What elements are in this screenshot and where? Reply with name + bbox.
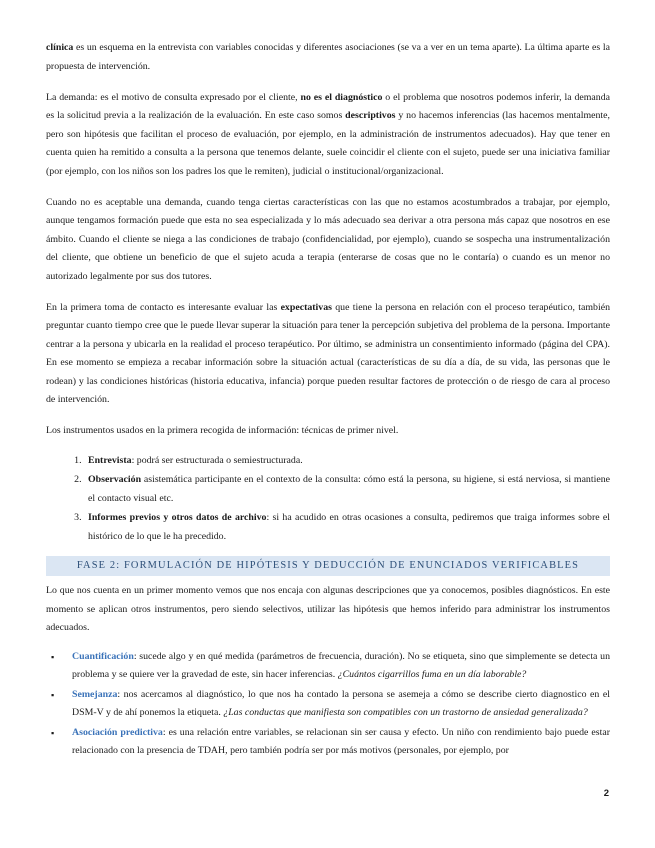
list-item — [84, 509, 610, 546]
toma-text-1: En la primera toma de contacto es interesante evaluar las — [46, 301, 281, 313]
list-item — [51, 686, 610, 723]
bullet-term: Cuantificación — [72, 650, 134, 662]
list-item-bold: Observación — [88, 474, 142, 485]
aceptable-paragraph: Cuando no es aceptable una demanda, cuando tenga ciertas características con las que no estamos acostumbrados a trabajar, por ejemplo, aunque tengamos formación puede que esta no sea especializada y lo más adecuado sea derivar a otra persona más capaz que nosotros en ese ámbito. Cuando el cliente se niega a las condiciones de trabajo (confidencialidad, por ejemplo), cuando se sospecha una instrumentalización del cliente, que obtiene un beneficio de que el sujeto acuda a terapia (enterarse de cosas que no le contaría) o cuando es un menor no autorizado legalmente por sus dos tutores. — [46, 196, 610, 282]
demanda-bold-2: descriptivos — [345, 110, 396, 121]
bullet-example: ¿Las conductas que manifiesta son compatibles con un trastorno de ansiedad generalizada? — [223, 707, 588, 718]
demanda-text-3: y no hacemos inferencias (las hacemos mentalmente, pero son hipótesis que facilitan el proceso de evaluación, por ejemplo, en la administración de instrumentos adecuados). Hay que tener en cuenta quien ha remitido a consulta a la persona que tenemos delante, suele coincidir el cliente con el sujeto, puede ser una iniciativa familiar (por ejemplo, con los niños son los padres los que le remiten), judicial o institucional/organizacional. — [46, 110, 610, 177]
bullet-text: : sucede algo y en qué medida (parámetros de frecuencia, duración). No se etiqueta, sino que simplemente se detecta un problema y se quiere ver la gravedad de este, sin hacer inferencias. — [72, 650, 610, 680]
demanda-text-2: o el problema que nosotros podemos inferir, la demanda es la solicitud previa a la realización de la evaluación. En este caso somos — [46, 91, 610, 121]
bullet-list — [46, 648, 610, 761]
bullet-icon: ▪ — [51, 689, 55, 700]
numbered-list — [46, 452, 610, 547]
bullet-term: Asociación predictiva — [72, 726, 163, 738]
document-page — [46, 39, 610, 762]
intro-text: es un esquema en la entrevista con variables conocidas y diferentes asociaciones (se va a ver en un tema aparte). La última aparte es la propuesta de intervención. — [46, 42, 610, 72]
bullet-text: : es una relación entre variables, se relacionan sin ser causa y efecto. Un niño con rendimiento bajo puede estar relacionado con la presencia de TDAH, pero también podría ser por más motivos (personales, por ejemplo, por — [72, 726, 610, 756]
list-item — [51, 648, 610, 685]
demanda-bold-1: no es el diagnóstico — [300, 91, 383, 103]
list-item-text: : si ha acudido en otras ocasiones a consulta, pediremos que traiga informes sobre el histórico de lo que le ha precedido. — [88, 512, 611, 542]
fase2-paragraph: Lo que nos cuenta en un primer momento vemos que nos encaja con algunas descripciones que ya conocemos, posibles diagnósticos. En este momento se aplican otros instrumentos, pero siendo selectivos, utilizar las hipótesis que hemos inferido para administrar los instrumentos adecuados. — [46, 585, 610, 633]
list-item-text: asistemática participante en el contexto de la consulta: cómo está la persona, su higiene, si está nerviosa, si mantiene el contacto visual etc. — [88, 474, 610, 504]
toma-paragraph — [46, 299, 610, 410]
bullet-icon: ▪ — [51, 651, 55, 662]
toma-bold: expectativas — [280, 301, 332, 313]
intro-paragraph — [46, 39, 610, 76]
list-item — [51, 724, 610, 761]
list-item — [84, 452, 610, 471]
instrumentos-paragraph: Los instrumentos usados en la primera recogida de información: técnicas de primer nivel. — [46, 425, 399, 436]
demanda-paragraph — [46, 89, 610, 182]
bullet-example: ¿Cuántos cigarrillos fuma en un día laborable? — [337, 669, 527, 680]
bullet-icon: ▪ — [51, 727, 55, 738]
list-item-text: : podrá ser estructurada o semiestructurada. — [131, 454, 303, 466]
list-item — [84, 471, 610, 508]
list-item-bold: Entrevista — [88, 454, 132, 466]
bullet-text: : nos acercamos al diagnóstico, lo que nos ha contado la persona se asemeja a cómo se describe cierto diagnostico en el DSM-V y de ahí ponemos la etiqueta. — [72, 688, 610, 718]
bullet-term: Semejanza — [72, 688, 118, 700]
demanda-text-1: La demanda: es el motivo de consulta expresado por el cliente, — [46, 91, 301, 103]
section-heading: FASE 2: FORMULACIÓN DE HIPÓTESIS Y DEDUCCIÓN DE ENUNCIADOS VERIFICABLES — [46, 556, 610, 576]
toma-text-2: que tiene la persona en relación con el proceso terapéutico, también preguntar cuanto tiempo cree que le puede llevar superar la situación para tener la percepción subjetiva del problema de la persona. Importante centrar a la persona y ubicarla en la realidad el proceso terapéutico. Por último, se administra un consentimiento informado (página del CPA). En ese momento se empieza a recabar información sobre la situación actual (características de su día a día, de su vida, las personas que le rodean) y las condiciones históricas (historia educativa, infancia) porque pueden resultar factores de protección o de riesgo de cara al proceso de intervención. — [46, 301, 610, 405]
intro-bold: clínica — [46, 42, 74, 53]
list-item-bold: Informes previos y otros datos de archivo — [88, 512, 267, 523]
page-number: 2 — [603, 788, 609, 799]
